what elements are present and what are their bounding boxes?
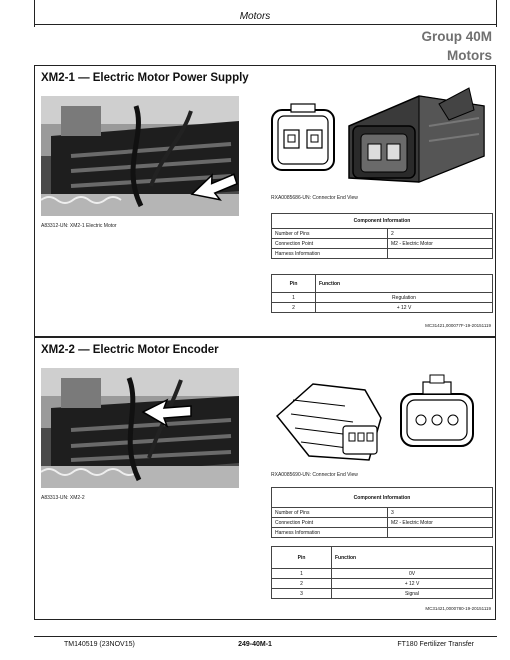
table-row: Harness Information (272, 528, 493, 538)
component-info-table (271, 487, 493, 538)
table-row: 1 0V (272, 569, 493, 579)
component-info-header: Component Information (272, 214, 493, 229)
table-row: Number of Pins 2 (272, 229, 493, 239)
table-header-row: Pin Function (272, 547, 493, 569)
header-title: Motors (239, 11, 271, 22)
connector-end-view-image (269, 86, 491, 195)
table-row: Harness Information (272, 249, 493, 259)
group-number: Group 40M (421, 29, 492, 44)
reference-id: MC31421,0000780-19-20151119 (425, 606, 491, 611)
connector-end-view-image (273, 370, 495, 471)
header-rule (34, 24, 497, 25)
photo-caption: A83313-UN: XM2-2 (41, 495, 85, 501)
table-row: Number of Pins 3 (272, 508, 493, 518)
photo-caption: A83312-UN: XM2-1 Electric Motor (41, 223, 117, 229)
table-row: 3 Signal (272, 589, 493, 599)
reference-id: MC31421,000077F-19-20151119 (425, 323, 491, 328)
section-xm2-2 (34, 337, 496, 620)
table-row: 2 + 12 V (272, 579, 493, 589)
pin-function-table (271, 546, 493, 599)
table-row: 2 + 12 V (272, 303, 493, 313)
connector-caption: RXA0085690-UN: Connector End View (271, 472, 358, 478)
group-name: Motors (447, 48, 492, 63)
table-header-row: Pin Function (272, 275, 493, 293)
table-row: Connection Point M2 - Electric Motor (272, 239, 493, 249)
connector-caption: RXA0085686-UN: Connector End View (271, 195, 358, 201)
connector-photo (41, 96, 239, 216)
pin-function-table (271, 274, 493, 313)
table-row: 1 Regulation (272, 293, 493, 303)
section-xm2-1 (34, 65, 496, 337)
section-title: XM2-1 — Electric Motor Power Supply (41, 72, 249, 84)
section-title: XM2-2 — Electric Motor Encoder (41, 344, 219, 356)
connector-photo (41, 368, 239, 488)
footer-rule (34, 636, 497, 637)
component-info-table (271, 213, 493, 259)
table-row: Connection Point M2 - Electric Motor (272, 518, 493, 528)
component-info-header: Component Information (272, 488, 493, 508)
footer-doc-id: TM140519 (23NOV15) (64, 641, 135, 648)
footer-page-number: 249-40M-1 (238, 641, 272, 648)
footer-manual-title: FT180 Fertilizer Transfer (397, 641, 474, 648)
